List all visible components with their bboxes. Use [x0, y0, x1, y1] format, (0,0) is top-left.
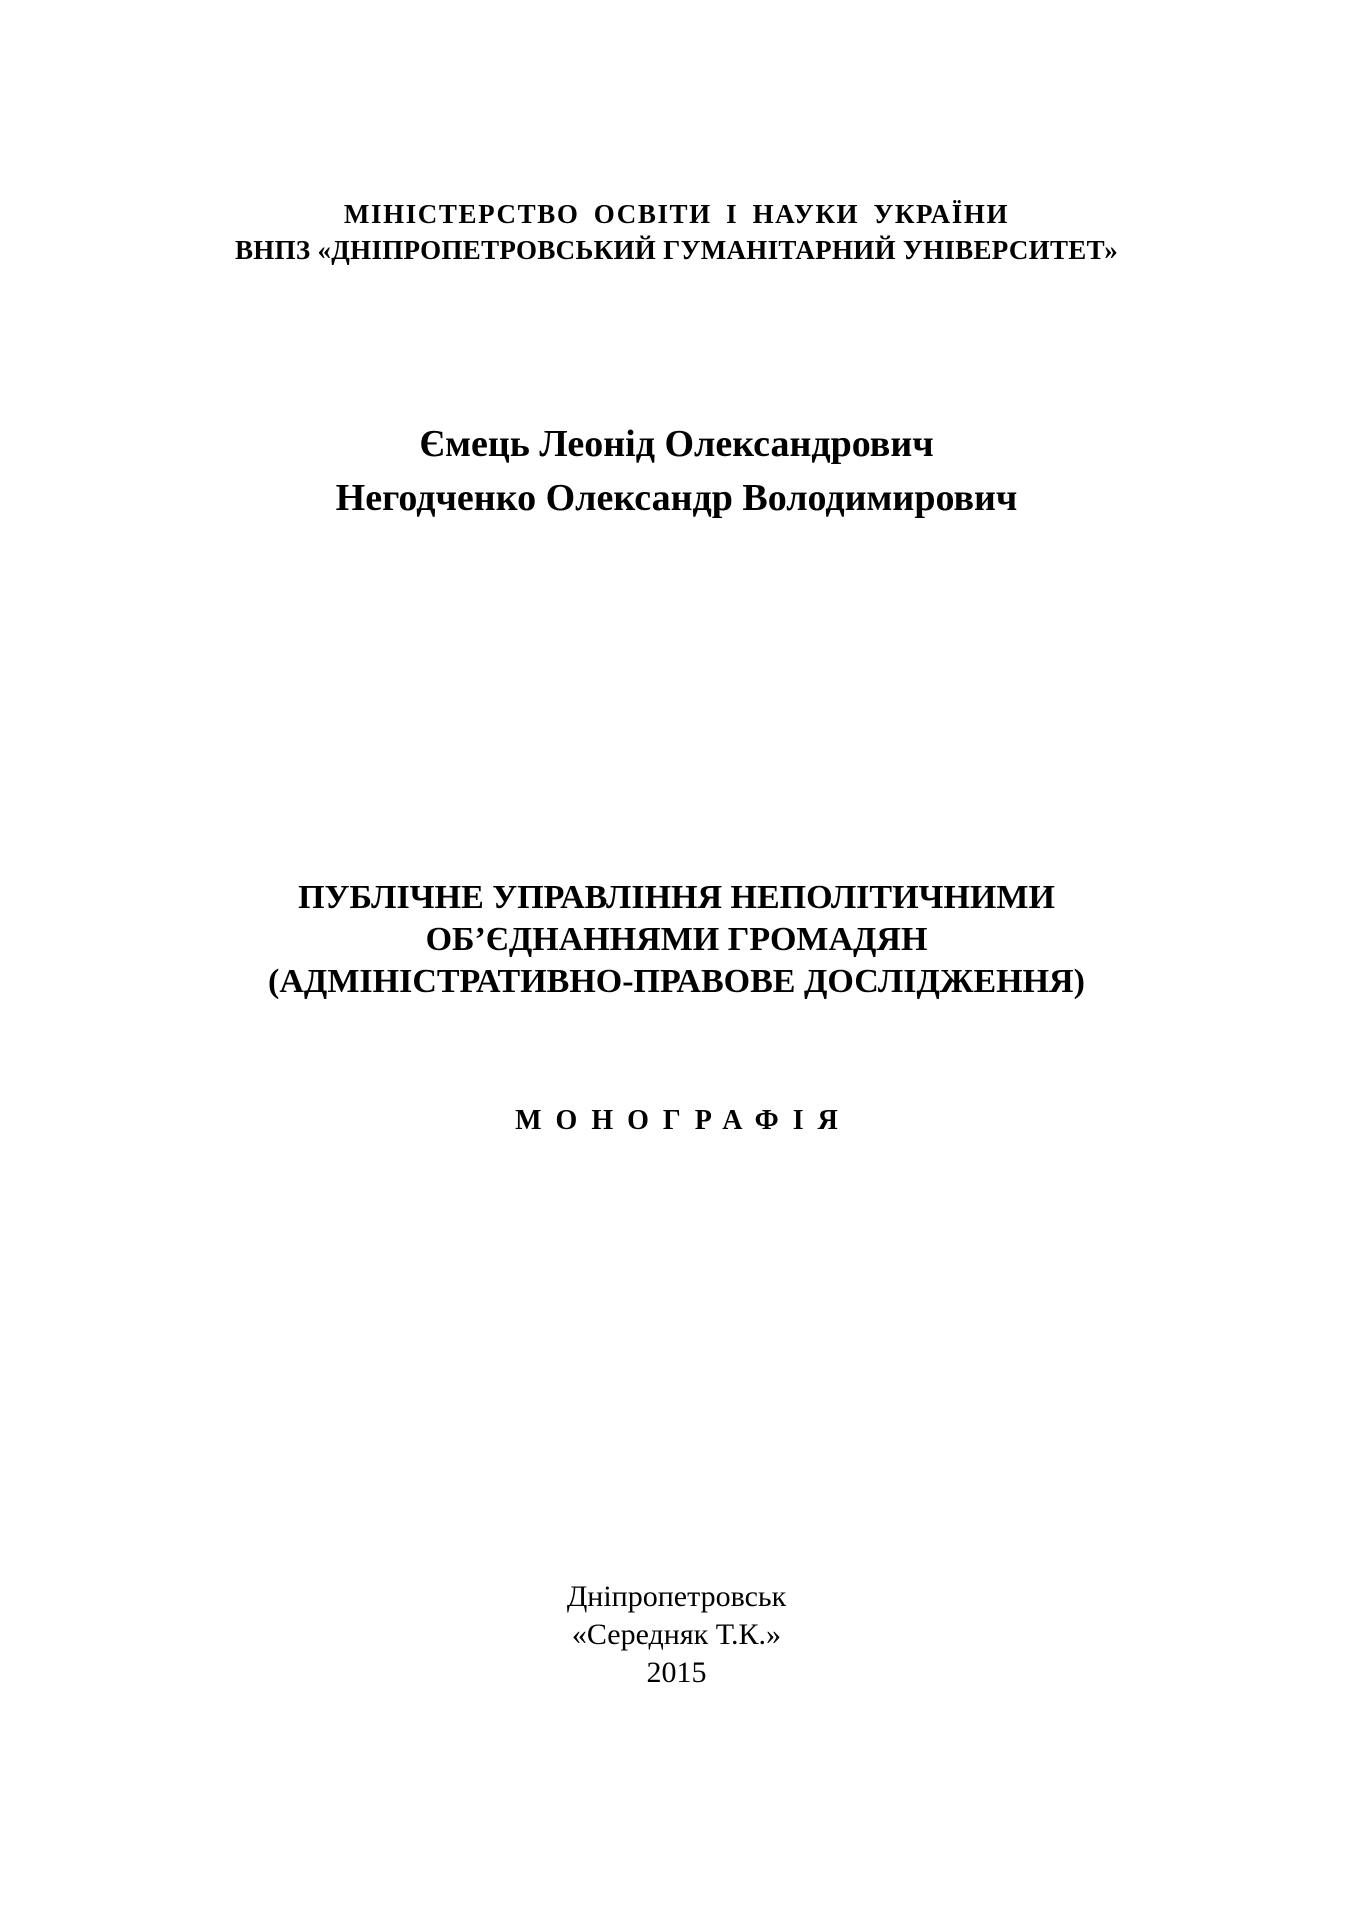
authors	[0, 417, 1353, 525]
title-line: (АДМІНІСТРАТИВНО-ПРАВОВЕ ДОСЛІДЖЕННЯ)	[268, 963, 1085, 1000]
ministry-name: МІНІСТЕРСТВО ОСВІТИ І НАУКИ УКРАЇНИ	[343, 199, 1010, 229]
imprint-city: Дніпропетровськ	[566, 1580, 787, 1613]
author-name: Ємець Леонід Олександрович	[419, 423, 934, 465]
institution-header	[0, 196, 1353, 268]
title-line: ОБ’ЄДНАННЯМИ ГРОМАДЯН	[425, 921, 928, 958]
author-name: Негодченко Олександр Володимирович	[335, 477, 1018, 519]
genre-label: МОНОГРАФІЯ	[515, 1105, 852, 1136]
imprint-publisher: «Середняк Т.К.»	[571, 1618, 782, 1651]
book-title	[0, 877, 1353, 1003]
university-name: ВНПЗ «ДНІПРОПЕТРОВСЬКИЙ ГУМАНІТАРНИЙ УНІВЕРСИТЕТ»	[234, 235, 1119, 265]
imprint-year: 2015	[646, 1656, 707, 1689]
title-line: ПУБЛІЧНЕ УПРАВЛІННЯ НЕПОЛІТИЧНИМИ	[298, 879, 1055, 916]
imprint	[0, 1578, 1353, 1692]
